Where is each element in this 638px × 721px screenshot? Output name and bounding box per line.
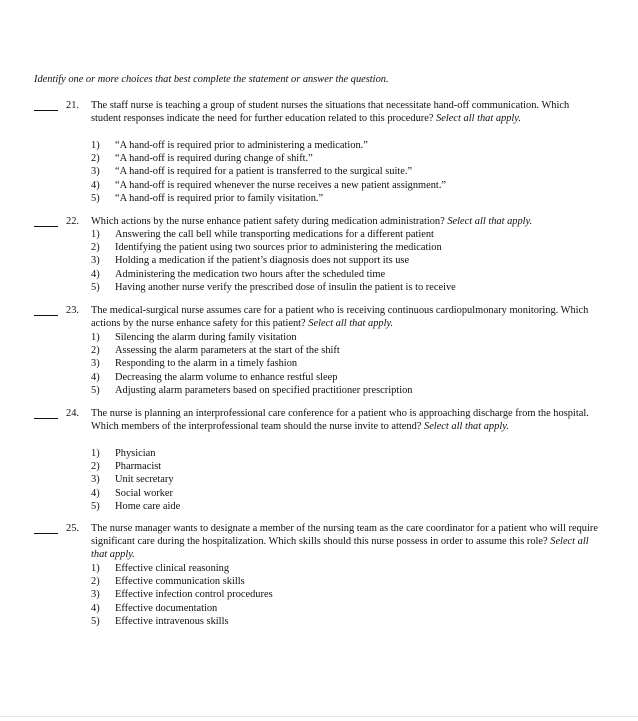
choice-item: [91, 192, 591, 205]
choice-text: “A hand-off is required for a patient is transferred to the surgical suite.”: [115, 166, 413, 178]
question-stem: [91, 407, 601, 433]
choice-text: Home care aide: [115, 500, 181, 512]
answer-blank[interactable]: [34, 304, 58, 316]
question-number: 22.: [66, 216, 79, 227]
select-all-note: Select all that apply.: [447, 216, 533, 227]
choice-text: Holding a medication if the patient’s diagnosis does not support its use: [115, 255, 410, 267]
choice-number: 3): [91, 474, 100, 486]
choice-list: [91, 562, 591, 628]
choice-item: [91, 500, 591, 513]
question-stem: [91, 215, 601, 228]
choice-number: 2): [91, 461, 100, 473]
choice-number: 3): [91, 166, 100, 178]
choice-item: [91, 615, 591, 628]
choice-text: Effective communication skills: [115, 576, 245, 588]
choice-item: [91, 384, 591, 397]
stem-text: The nurse manager wants to designate a member of the nursing team as the care coordinator for a patient who will require significant care during the hospitalization. Which skills should this nurse possess in order to assume this role?: [91, 523, 598, 548]
choice-item: [91, 331, 591, 344]
choice-number: 4): [91, 602, 100, 614]
choice-item: [91, 487, 591, 500]
choice-item: [91, 602, 591, 615]
choice-item: [91, 460, 591, 473]
choice-item: [91, 588, 591, 601]
choice-list: [91, 447, 591, 513]
choice-text: Effective documentation: [115, 602, 218, 614]
question-number: 24.: [66, 408, 79, 419]
instructions: Identify one or more choices that best complete the statement or answer the question.: [34, 74, 389, 85]
choice-text: “A hand-off is required prior to family visitation.”: [115, 192, 324, 204]
question-number: 23.: [66, 305, 79, 316]
choice-text: Physician: [115, 448, 156, 459]
choice-item: [91, 371, 591, 384]
choice-text: Silencing the alarm during family visitation: [115, 332, 297, 343]
choice-list: [91, 139, 591, 205]
choice-item: [91, 228, 591, 241]
choice-text: Decreasing the alarm volume to enhance restful sleep: [115, 371, 338, 383]
question-number: 25.: [66, 523, 79, 534]
choice-text: “A hand-off is required prior to administering a medication.”: [115, 140, 368, 151]
choice-item: [91, 179, 591, 192]
choice-number: 2): [91, 345, 100, 357]
stem-text: The medical-surgical nurse assumes care for a patient who is receiving continuous cardiopulmonary monitoring. Which actions by the nurse enhance safety for this patient?: [91, 305, 589, 330]
answer-blank[interactable]: [34, 99, 58, 111]
stem-text: The nurse is planning an interprofessional care conference for a patient who is approaching discharge from the hospital. Which members of the interprofessional team should the nurse invite to attend?: [91, 408, 589, 433]
choice-list: [91, 331, 591, 397]
choice-text: “A hand-off is required during change of shift.”: [115, 153, 313, 165]
select-all-note: Select all that apply.: [91, 536, 589, 561]
choice-number: 5): [91, 615, 100, 627]
choice-number: 2): [91, 242, 100, 254]
choice-item: [91, 281, 591, 294]
choice-number: 3): [91, 358, 100, 370]
choice-number: 5): [91, 384, 100, 396]
page-bottom-divider: [0, 716, 638, 717]
choice-text: Identifying the patient using two sources prior to administering the medication: [115, 242, 442, 254]
choice-number: 5): [91, 500, 100, 512]
choice-number: 4): [91, 487, 100, 499]
choice-number: 4): [91, 179, 100, 191]
choice-number: 1): [91, 229, 100, 240]
question-stem: [91, 99, 601, 125]
choice-number: 5): [91, 281, 100, 293]
choice-number: 2): [91, 576, 100, 588]
answer-blank[interactable]: [34, 215, 58, 227]
choice-item: [91, 357, 591, 370]
choice-text: Responding to the alarm in a timely fashion: [115, 358, 298, 370]
choice-text: Effective intravenous skills: [115, 615, 229, 627]
question-number: 21.: [66, 100, 79, 111]
choice-text: Pharmacist: [115, 461, 162, 473]
choice-item: [91, 152, 591, 165]
stem-text: Which actions by the nurse enhance patient safety during medication administration?: [91, 216, 445, 227]
choice-number: 4): [91, 371, 100, 383]
choice-item: [91, 575, 591, 588]
choice-text: Adjusting alarm parameters based on specified practitioner prescription: [115, 384, 413, 396]
choice-item: [91, 165, 591, 178]
choice-item: [91, 447, 591, 460]
stem-text: The staff nurse is teaching a group of student nurses the situations that necessitate hand-off communication. Which student responses indicate the need for further education related to this procedure?: [91, 100, 570, 125]
choice-number: 2): [91, 153, 100, 165]
choice-text: Social worker: [115, 487, 173, 499]
choice-text: Administering the medication two hours after the scheduled time: [115, 268, 386, 280]
choice-text: Assessing the alarm parameters at the start of the shift: [115, 345, 340, 357]
select-all-note: Select all that apply.: [436, 113, 521, 125]
choice-number: 3): [91, 589, 100, 601]
choice-number: 4): [91, 268, 100, 280]
answer-blank[interactable]: [34, 407, 58, 419]
choice-number: 1): [91, 563, 100, 574]
choice-number: 3): [91, 255, 100, 267]
choice-item: [91, 562, 591, 575]
choice-item: [91, 473, 591, 486]
select-all-note: Select all that apply.: [308, 318, 394, 330]
question-stem: [91, 304, 601, 330]
choice-number: 1): [91, 448, 100, 459]
choice-text: Answering the call bell while transporting medications for a different patient: [115, 229, 434, 240]
choice-number: 5): [91, 192, 100, 204]
choice-text: “A hand-off is required whenever the nurse receives a new patient assignment.”: [115, 179, 447, 191]
choice-text: Having another nurse verify the prescribed dose of insulin the patient is to receive: [115, 281, 456, 293]
choice-item: [91, 268, 591, 281]
choice-number: 1): [91, 140, 100, 151]
answer-blank[interactable]: [34, 522, 58, 534]
choice-number: 1): [91, 332, 100, 343]
question-stem: [91, 522, 601, 562]
choice-list: [91, 228, 591, 294]
select-all-note: Select all that apply.: [424, 421, 509, 433]
choice-text: Effective infection control procedures: [115, 589, 273, 601]
choice-item: [91, 344, 591, 357]
choice-item: [91, 241, 591, 254]
choice-text: Effective clinical reasoning: [115, 563, 230, 574]
choice-item: [91, 139, 591, 152]
choice-item: [91, 254, 591, 267]
choice-text: Unit secretary: [115, 474, 174, 486]
